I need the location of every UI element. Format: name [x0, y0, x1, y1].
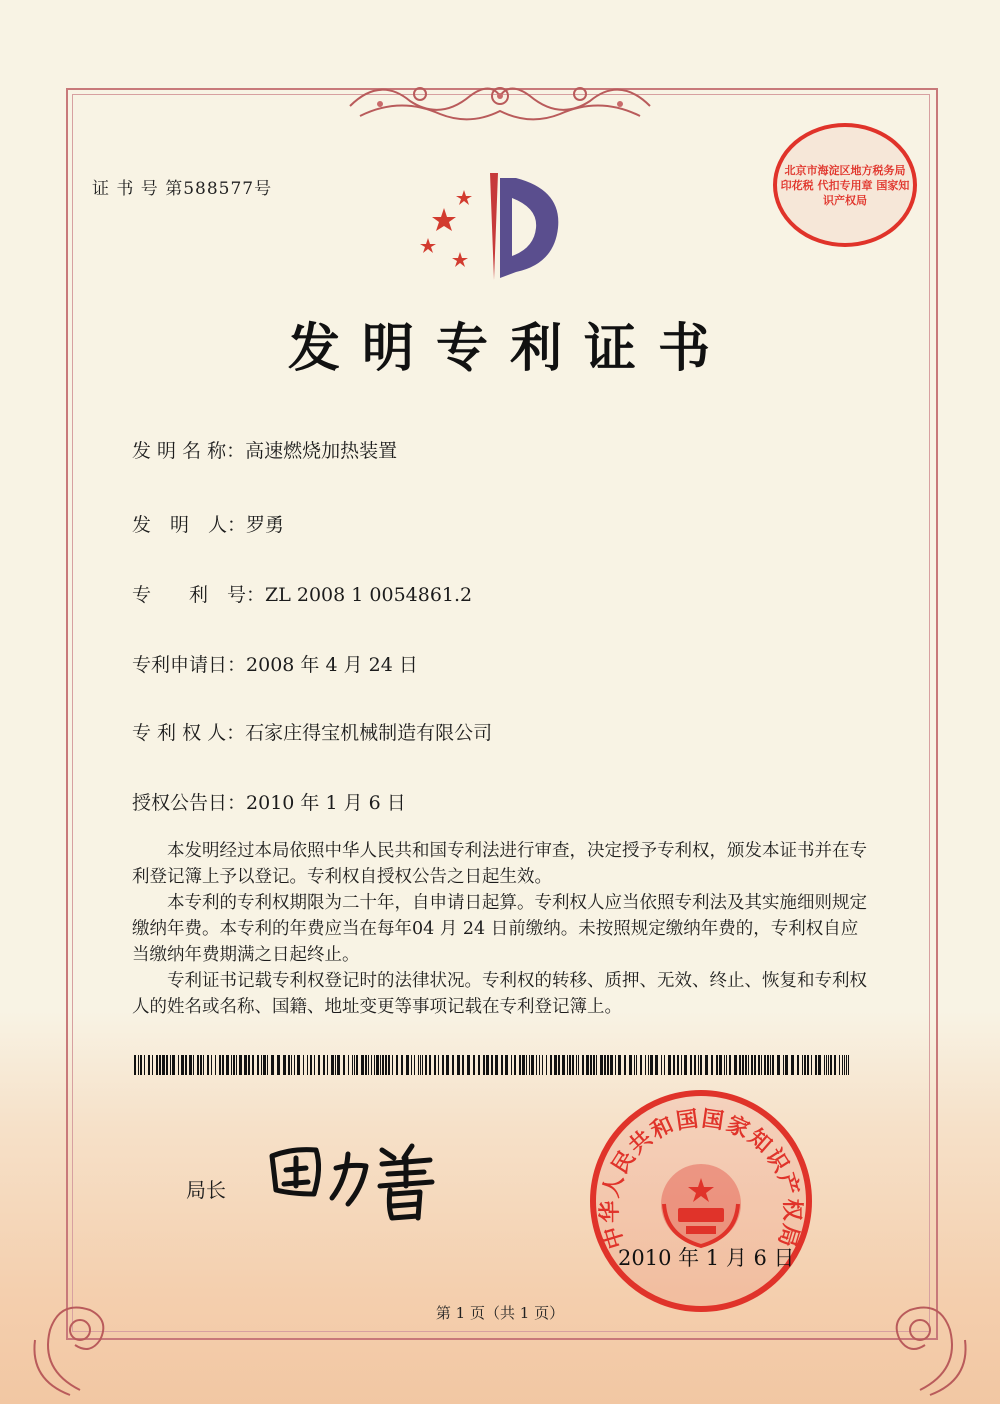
field-patent-number: [132, 580, 472, 607]
field-value: 2008 年 4 月 24 日: [246, 654, 418, 676]
corner-ornament-bottom-right-icon: [860, 1270, 980, 1400]
page-title: 发明专利证书: [287, 318, 732, 379]
director-signature: [262, 1128, 452, 1224]
field-label: 专 利 号：: [132, 584, 266, 606]
certificate-body: [132, 838, 868, 1020]
field-value: 高速燃烧加热装置: [245, 440, 398, 462]
field-inventor: [132, 510, 284, 537]
certificate-number: 证 书 号 第588577号: [92, 179, 273, 199]
field-application-date: [132, 650, 418, 677]
paragraph: 专利证书记载专利权登记时的法律状况。专利权的转移、质押、无效、终止、恢复和专利权人的姓名或名称、国籍、地址变更等事项记载在专利登记簿上。: [132, 971, 867, 1017]
field-label: 授权公告日：: [132, 792, 247, 814]
field-value: ZL 2008 1 0054861.2: [265, 584, 473, 606]
paragraph: 本专利的专利权期限为二十年，自申请日起算。专利权人应当依照专利法及其实施细则规定缴纳年费。本专利的年费应当在每年04 月 24 日前缴纳。未按照规定缴纳年费的，专利权自应当缴纳年费期满之日起终止。: [132, 893, 867, 965]
patent-office-logo-icon: [420, 168, 580, 286]
paragraph: 本发明经过本局依照中华人民共和国专利法进行审查，决定授予专利权，颁发本证书并在专利登记簿上予以登记。专利权自授权公告之日起生效。: [132, 841, 867, 887]
issue-date: 2010 年 1 月 6 日: [618, 1246, 795, 1270]
field-grant-date: [132, 788, 406, 815]
field-label: 专 利 权 人：: [132, 722, 246, 744]
corner-ornament-bottom-left-icon: [20, 1270, 140, 1400]
barcode: [134, 1055, 852, 1075]
field-label: 发 明 名 称：: [132, 440, 246, 462]
official-seal: [586, 1086, 816, 1316]
page-number: 第 1 页（共 1 页）: [435, 1304, 565, 1322]
svg-text:中华人民共和国国家知识产权局: 中华人民共和国国家知识产权局: [596, 1105, 806, 1252]
field-label: 专利申请日：: [132, 654, 247, 676]
field-value: 罗勇: [246, 514, 285, 536]
tax-seal-text: 北京市海淀区地方税务局 印花税 代扣专用章 国家知识产权局: [780, 163, 910, 207]
field-invention-name: [132, 436, 397, 463]
director-label: 局长: [186, 1178, 226, 1202]
field-patentee: [132, 718, 492, 745]
top-ornament-icon: [340, 66, 660, 136]
field-label: 发 明 人：: [132, 514, 247, 536]
field-value: 2010 年 1 月 6 日: [246, 792, 406, 814]
field-value: 石家庄得宝机械制造有限公司: [245, 722, 493, 744]
tax-stamp-seal: [770, 120, 920, 250]
